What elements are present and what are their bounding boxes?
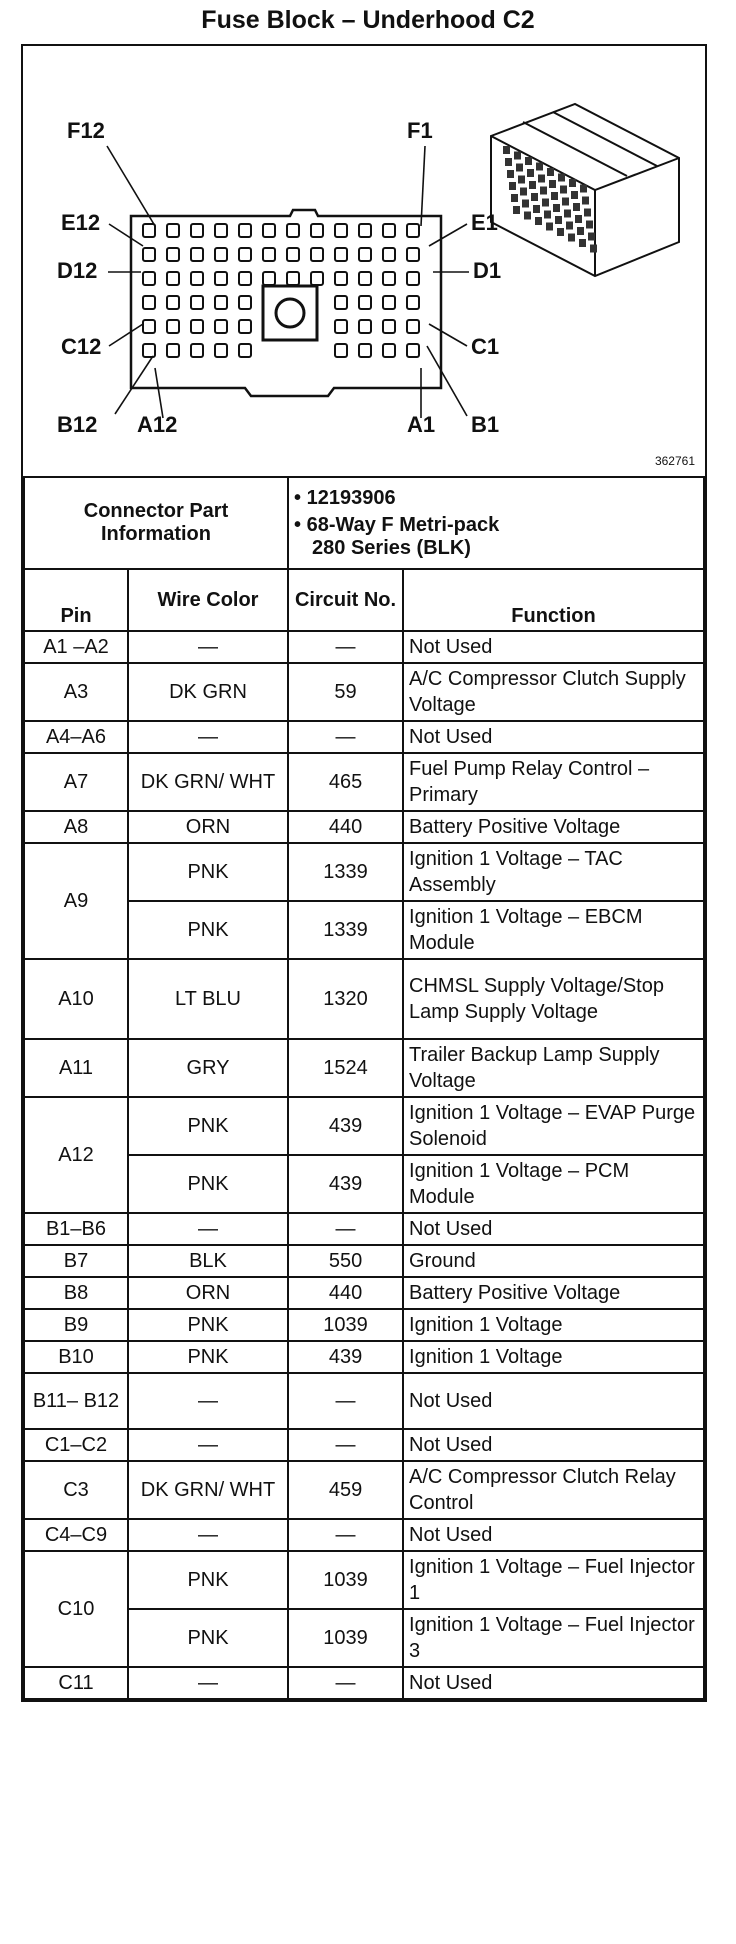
pin-cavity xyxy=(191,272,203,285)
sketch-cavity xyxy=(511,194,518,202)
sketch-cavity xyxy=(571,191,578,199)
sketch-cavity xyxy=(536,163,543,171)
table-row xyxy=(24,1097,704,1155)
function-cell: CHMSL Supply Voltage/Stop Lamp Supply Voltage xyxy=(403,959,704,1039)
sketch-cavity xyxy=(531,193,538,201)
pin-label-b12: B12 xyxy=(57,412,98,437)
table-row xyxy=(24,753,704,811)
wire-color-cell: — xyxy=(128,1429,288,1461)
col-header-function: Function xyxy=(403,569,704,631)
pin-cell: B9 xyxy=(24,1309,128,1341)
connector-face-drawing xyxy=(23,46,705,476)
sketch-cavity xyxy=(586,221,593,229)
pin-cavity xyxy=(359,344,371,357)
circuit-cell: 59 xyxy=(288,663,403,721)
pin-cavity xyxy=(407,248,419,261)
sketch-cavity xyxy=(558,174,565,182)
pin-cavity xyxy=(239,224,251,237)
pin-cavity xyxy=(215,320,227,333)
pin-cavity xyxy=(143,344,155,357)
pin-cavity xyxy=(383,296,395,309)
pin-cavity xyxy=(215,272,227,285)
pin-cell: A12 xyxy=(24,1097,128,1213)
pin-label-e12: E12 xyxy=(61,210,101,235)
sketch-cavity xyxy=(509,182,516,190)
pin-cavity xyxy=(215,224,227,237)
sketch-cavity xyxy=(524,212,531,220)
table-row xyxy=(24,1519,704,1551)
sketch-cavity xyxy=(562,198,569,206)
wire-color-cell: PNK xyxy=(128,1309,288,1341)
circuit-cell: 440 xyxy=(288,811,403,843)
pin-cavity xyxy=(335,248,347,261)
page-title: Fuse Block – Underhood C2 xyxy=(201,6,535,34)
pin-cell: C4–C9 xyxy=(24,1519,128,1551)
pin-cavity xyxy=(383,344,395,357)
pin-label-e1: E1 xyxy=(471,210,498,235)
circuit-cell: 1320 xyxy=(288,959,403,1039)
function-cell: Ignition 1 Voltage – EBCM Module xyxy=(403,901,704,959)
pin-cavity xyxy=(191,296,203,309)
table-row xyxy=(24,811,704,843)
pin-cavity xyxy=(287,248,299,261)
pin-cavity xyxy=(383,320,395,333)
wire-color-cell: — xyxy=(128,1519,288,1551)
wire-color-cell: PNK xyxy=(128,1551,288,1609)
sketch-cavity xyxy=(564,210,571,218)
pin-label-f1: F1 xyxy=(407,118,433,143)
connector-info-details: • 12193906 • 68-Way F Metri-pack 280 Series (BLK) xyxy=(288,478,704,569)
pin-cavity xyxy=(143,320,155,333)
pin-cavity xyxy=(239,344,251,357)
sketch-cavity xyxy=(547,168,554,176)
pin-cell: A7 xyxy=(24,753,128,811)
connector-info-label: Connector Part Information xyxy=(24,478,288,569)
function-cell: Ignition 1 Voltage – TAC Assembly xyxy=(403,843,704,901)
circuit-cell: 439 xyxy=(288,1097,403,1155)
circuit-cell: 439 xyxy=(288,1155,403,1213)
pin-cell: A3 xyxy=(24,663,128,721)
pin-cell: B11– B12 xyxy=(24,1373,128,1429)
sketch-cavity xyxy=(529,181,536,189)
pin-cavity xyxy=(215,248,227,261)
circuit-cell: — xyxy=(288,1213,403,1245)
connector-diagram xyxy=(23,46,705,478)
pin-cell: B7 xyxy=(24,1245,128,1277)
table-row xyxy=(24,721,704,753)
circuit-cell: 550 xyxy=(288,1245,403,1277)
table-row xyxy=(24,631,704,663)
pin-label-f12: F12 xyxy=(67,118,105,143)
pin-cell: A9 xyxy=(24,843,128,959)
sketch-cavity xyxy=(544,211,551,219)
pin-cavity xyxy=(263,224,275,237)
table-row xyxy=(24,1551,704,1609)
sketch-cavity xyxy=(560,186,567,194)
wire-color-cell: DK GRN/ WHT xyxy=(128,1461,288,1519)
table-row xyxy=(24,1373,704,1429)
circuit-cell: — xyxy=(288,1667,403,1699)
circuit-cell: — xyxy=(288,721,403,753)
pin-cell: A11 xyxy=(24,1039,128,1097)
connector-sheet xyxy=(21,44,707,1702)
function-cell: Not Used xyxy=(403,1519,704,1551)
sketch-cavity xyxy=(568,234,575,242)
wire-color-cell: PNK xyxy=(128,843,288,901)
sketch-cavity xyxy=(540,187,547,195)
part-number: 12193906 xyxy=(306,486,396,509)
sketch-cavity xyxy=(503,146,510,154)
col-header-wire-color: Wire Color xyxy=(128,569,288,631)
circuit-cell: 1524 xyxy=(288,1039,403,1097)
circuit-cell: 440 xyxy=(288,1277,403,1309)
wire-color-cell: — xyxy=(128,631,288,663)
pin-cavity xyxy=(143,224,155,237)
table-row xyxy=(24,1341,704,1373)
pin-cavity xyxy=(263,272,275,285)
sketch-cavity xyxy=(582,197,589,205)
pin-cavity xyxy=(167,272,179,285)
wire-color-cell: DK GRN xyxy=(128,663,288,721)
wire-color-cell: PNK xyxy=(128,1609,288,1667)
sketch-cavity xyxy=(590,245,597,253)
function-cell: Fuel Pump Relay Control – Primary xyxy=(403,753,704,811)
pin-cavity xyxy=(407,296,419,309)
sketch-cavity xyxy=(557,228,564,236)
wire-color-cell: — xyxy=(128,1213,288,1245)
connector-description: 68-Way F Metri-pack xyxy=(306,513,500,536)
wire-color-cell: DK GRN/ WHT xyxy=(128,753,288,811)
pin-cavity xyxy=(335,344,347,357)
pin-cavity xyxy=(359,248,371,261)
sketch-cavity xyxy=(551,192,558,200)
pin-cavity xyxy=(407,320,419,333)
pin-cell: B10 xyxy=(24,1341,128,1373)
sketch-cavity xyxy=(553,204,560,212)
pin-cavity xyxy=(407,344,419,357)
table-row xyxy=(24,1667,704,1699)
wire-color-cell: LT BLU xyxy=(128,959,288,1039)
function-cell: Not Used xyxy=(403,1373,704,1429)
table-row xyxy=(24,1429,704,1461)
function-cell: Trailer Backup Lamp Supply Voltage xyxy=(403,1039,704,1097)
wire-color-cell: GRY xyxy=(128,1039,288,1097)
sketch-cavity xyxy=(522,200,529,208)
circuit-cell: — xyxy=(288,1429,403,1461)
pin-cavity xyxy=(263,248,275,261)
sketch-cavity xyxy=(549,180,556,188)
pinout-table xyxy=(23,478,705,1700)
function-cell: Ignition 1 Voltage – Fuel Injector 1 xyxy=(403,1551,704,1609)
function-cell: Ignition 1 Voltage – Fuel Injector 3 xyxy=(403,1609,704,1667)
pin-cavity xyxy=(191,320,203,333)
sketch-cavity xyxy=(525,157,532,165)
pin-cavity xyxy=(383,248,395,261)
function-cell: Ground xyxy=(403,1245,704,1277)
pin-cavity xyxy=(143,272,155,285)
pin-label-a12: A12 xyxy=(137,412,178,437)
sketch-cavity xyxy=(542,199,549,207)
circuit-cell: — xyxy=(288,631,403,663)
wire-color-cell: — xyxy=(128,1667,288,1699)
circuit-cell: 439 xyxy=(288,1341,403,1373)
sketch-cavity xyxy=(546,223,553,231)
function-cell: Ignition 1 Voltage xyxy=(403,1309,704,1341)
wire-color-cell: — xyxy=(128,721,288,753)
pin-cavity xyxy=(311,272,323,285)
pin-cavity xyxy=(191,248,203,261)
pin-cavity xyxy=(311,248,323,261)
col-header-circuit-no: Circuit No. xyxy=(288,569,403,631)
sketch-cavity xyxy=(514,152,521,160)
wire-color-cell: PNK xyxy=(128,901,288,959)
circuit-cell: 459 xyxy=(288,1461,403,1519)
table-header-row xyxy=(24,569,704,631)
pin-cell: A1 –A2 xyxy=(24,631,128,663)
sketch-cavity xyxy=(580,185,587,193)
pin-cavity xyxy=(359,296,371,309)
wire-color-cell: PNK xyxy=(128,1155,288,1213)
pin-cell: C10 xyxy=(24,1551,128,1667)
pin-label-a1: A1 xyxy=(407,412,436,437)
connector-info-row xyxy=(24,478,704,569)
pin-cavity xyxy=(167,320,179,333)
pin-cavity xyxy=(167,224,179,237)
sketch-cavity xyxy=(527,169,534,177)
pin-cell: A4–A6 xyxy=(24,721,128,753)
col-header-pin: Pin xyxy=(24,569,128,631)
pin-label-c12: C12 xyxy=(61,334,102,359)
circuit-cell: 1039 xyxy=(288,1609,403,1667)
sketch-cavity xyxy=(588,233,595,241)
function-cell: Battery Positive Voltage xyxy=(403,1277,704,1309)
wire-color-cell: ORN xyxy=(128,1277,288,1309)
function-cell: Ignition 1 Voltage xyxy=(403,1341,704,1373)
function-cell: Not Used xyxy=(403,1213,704,1245)
table-row xyxy=(24,843,704,901)
pin-cavities xyxy=(143,224,419,357)
sketch-cavity xyxy=(584,209,591,217)
table-row xyxy=(24,1277,704,1309)
pin-label-b1: B1 xyxy=(471,412,500,437)
pin-cavity xyxy=(383,224,395,237)
sketch-cavity xyxy=(533,205,540,213)
pin-cavity xyxy=(359,224,371,237)
wire-color-cell: PNK xyxy=(128,1097,288,1155)
pin-cavity xyxy=(407,224,419,237)
pin-cell: A10 xyxy=(24,959,128,1039)
table-row xyxy=(24,1309,704,1341)
pin-cavity xyxy=(407,272,419,285)
pin-cavity xyxy=(167,296,179,309)
pin-cavity xyxy=(215,344,227,357)
pin-cell: B8 xyxy=(24,1277,128,1309)
function-cell: Ignition 1 Voltage – EVAP Purge Solenoid xyxy=(403,1097,704,1155)
wire-color-cell: BLK xyxy=(128,1245,288,1277)
pin-label-d1: D1 xyxy=(473,258,502,283)
sketch-cavity xyxy=(513,206,520,214)
pin-cavity xyxy=(239,248,251,261)
function-cell: Not Used xyxy=(403,1429,704,1461)
circuit-cell: — xyxy=(288,1373,403,1429)
pin-label-c1: C1 xyxy=(471,334,500,359)
pin-cell: C1–C2 xyxy=(24,1429,128,1461)
pin-cavity xyxy=(311,224,323,237)
sketch-cavity xyxy=(518,176,525,184)
sketch-cavity xyxy=(538,175,545,183)
pin-cavity xyxy=(239,320,251,333)
pin-cavity xyxy=(335,296,347,309)
pin-cavity xyxy=(287,224,299,237)
wire-color-cell: ORN xyxy=(128,811,288,843)
figure-number: 362761 xyxy=(654,454,695,468)
pin-cavity xyxy=(335,272,347,285)
pin-cavity xyxy=(359,320,371,333)
function-cell: Not Used xyxy=(403,721,704,753)
function-cell: Battery Positive Voltage xyxy=(403,811,704,843)
sketch-cavity xyxy=(577,227,584,235)
pin-cavity xyxy=(239,296,251,309)
sketch-cavity xyxy=(566,222,573,230)
sketch-cavity xyxy=(579,239,586,247)
pin-cavity xyxy=(143,248,155,261)
circuit-cell: 1339 xyxy=(288,901,403,959)
sketch-cavity xyxy=(520,188,527,196)
sketch-cavity xyxy=(535,217,542,225)
function-cell: A/C Compressor Clutch Supply Voltage xyxy=(403,663,704,721)
circuit-cell: — xyxy=(288,1519,403,1551)
function-cell: A/C Compressor Clutch Relay Control xyxy=(403,1461,704,1519)
wire-color-cell: — xyxy=(128,1373,288,1429)
pin-cell: C3 xyxy=(24,1461,128,1519)
pin-label-d12: D12 xyxy=(57,258,98,283)
table-row xyxy=(24,1461,704,1519)
pin-cavity xyxy=(191,224,203,237)
table-row xyxy=(24,1039,704,1097)
function-cell: Not Used xyxy=(403,631,704,663)
pin-cavity xyxy=(359,272,371,285)
connector-description-2: 280 Series (BLK) xyxy=(312,536,471,559)
pin-cell: A8 xyxy=(24,811,128,843)
pin-cavity xyxy=(167,248,179,261)
circuit-cell: 1039 xyxy=(288,1309,403,1341)
sketch-cavity xyxy=(555,216,562,224)
pin-cavity xyxy=(239,272,251,285)
pin-cavity xyxy=(143,296,155,309)
table-row xyxy=(24,1245,704,1277)
table-row xyxy=(24,663,704,721)
sketch-cavity xyxy=(507,170,514,178)
table-row xyxy=(24,1213,704,1245)
function-cell: Not Used xyxy=(403,1667,704,1699)
pin-cavity xyxy=(167,344,179,357)
pin-cavity xyxy=(335,320,347,333)
pin-cavity xyxy=(215,296,227,309)
circuit-cell: 1039 xyxy=(288,1551,403,1609)
sketch-cavity xyxy=(573,203,580,211)
pin-cell: C11 xyxy=(24,1667,128,1699)
pin-cavity xyxy=(335,224,347,237)
sketch-cavity xyxy=(516,164,523,172)
pin-cell: B1–B6 xyxy=(24,1213,128,1245)
pin-cavity xyxy=(287,272,299,285)
circuit-cell: 1339 xyxy=(288,843,403,901)
pin-cavity xyxy=(383,272,395,285)
table-row xyxy=(24,959,704,1039)
sketch-cavity xyxy=(575,215,582,223)
pin-cavity xyxy=(191,344,203,357)
wire-color-cell: PNK xyxy=(128,1341,288,1373)
circuit-cell: 465 xyxy=(288,753,403,811)
function-cell: Ignition 1 Voltage – PCM Module xyxy=(403,1155,704,1213)
sketch-cavity xyxy=(569,179,576,187)
sketch-cavity xyxy=(505,158,512,166)
